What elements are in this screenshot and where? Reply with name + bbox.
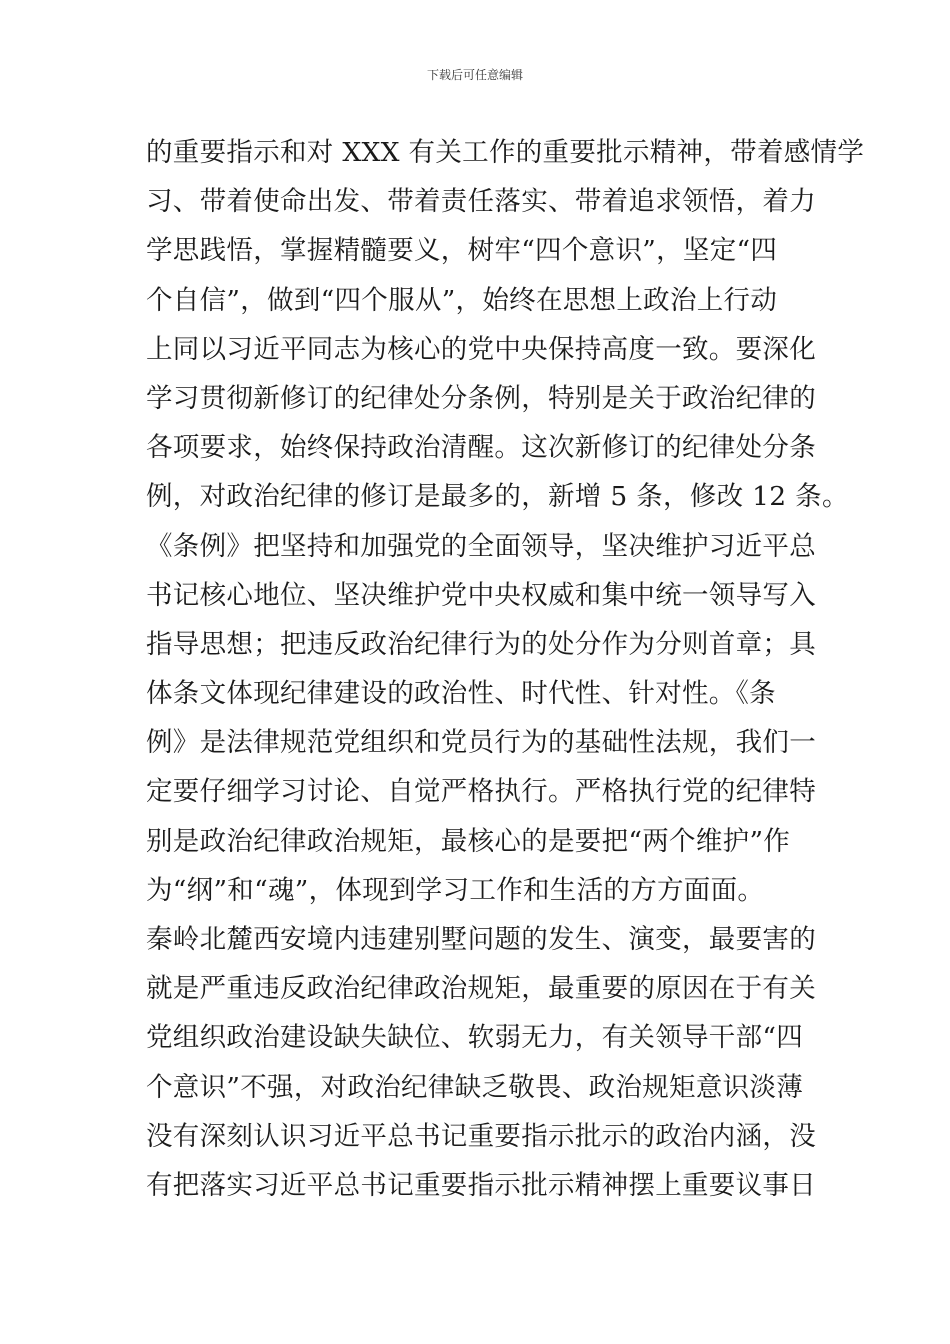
text-line: 习、带着使命出发、带着责任落实、带着追求领悟，着力 <box>146 186 816 218</box>
text-line: 指导思想；把违反政治纪律行为的处分作为分则首章；具 <box>146 628 816 660</box>
text-line: 有把落实习近平总书记重要指示批示精神摆上重要议事日 <box>146 1169 816 1201</box>
text-line: 个意识”不强，对政治纪律缺乏敬畏、政治规矩意识淡薄 <box>146 1071 804 1103</box>
text-line: 体条文体现纪律建设的政治性、时代性、针对性。《条 <box>146 678 776 710</box>
document-body <box>146 128 865 1210</box>
text-line: 例，对政治纪律的修订是最多的，新增 5 条，修改 12 条。 <box>146 481 849 513</box>
text-line: 学思践悟，掌握精髓要义，树牢“四个意识”，坚定“四 <box>146 235 778 267</box>
text-line: 别是政治纪律政治规矩，最核心的是要把“两个维护”作 <box>146 825 791 857</box>
text-line: 秦岭北麓西安境内违建别墅问题的发生、演变，最要害的 <box>146 924 816 955</box>
text-line: 党组织政治建设缺失缺位、软弱无力，有关领导干部“四 <box>146 1022 804 1054</box>
text-line: 的重要指示和对 XXX 有关工作的重要批示精神，带着感情学 <box>146 137 865 168</box>
text-line: 就是严重违反政治纪律政治规矩，最重要的原因在于有关 <box>146 973 816 1005</box>
text-line: 为“纲”和“魂”，体现到学习工作和生活的方方面面。 <box>146 874 765 906</box>
text-line: 定要仔细学习讨论、自觉严格执行。严格执行党的纪律特 <box>146 776 816 808</box>
text-line: 《条例》把坚持和加强党的全面领导，坚决维护习近平总 <box>146 530 816 562</box>
text-line: 书记核心地位、坚决维护党中央权威和集中统一领导写入 <box>146 579 816 611</box>
text-line: 没有深刻认识习近平总书记重要指示批示的政治内涵，没 <box>146 1120 816 1152</box>
text-line: 学习贯彻新修订的纪律处分条例，特别是关于政治纪律的 <box>146 382 816 414</box>
text-line: 例》是法律规范党组织和党员行为的基础性法规，我们一 <box>146 727 816 759</box>
text-line: 各项要求，始终保持政治清醒。这次新修订的纪律处分条 <box>146 432 816 464</box>
text-line: 个自信”，做到“四个服从”，始终在思想上政治上行动 <box>146 284 778 316</box>
text-line: 上同以习近平同志为核心的党中央保持高度一致。要深化 <box>146 333 816 365</box>
page-header: 下载后可任意编辑 <box>426 68 523 82</box>
